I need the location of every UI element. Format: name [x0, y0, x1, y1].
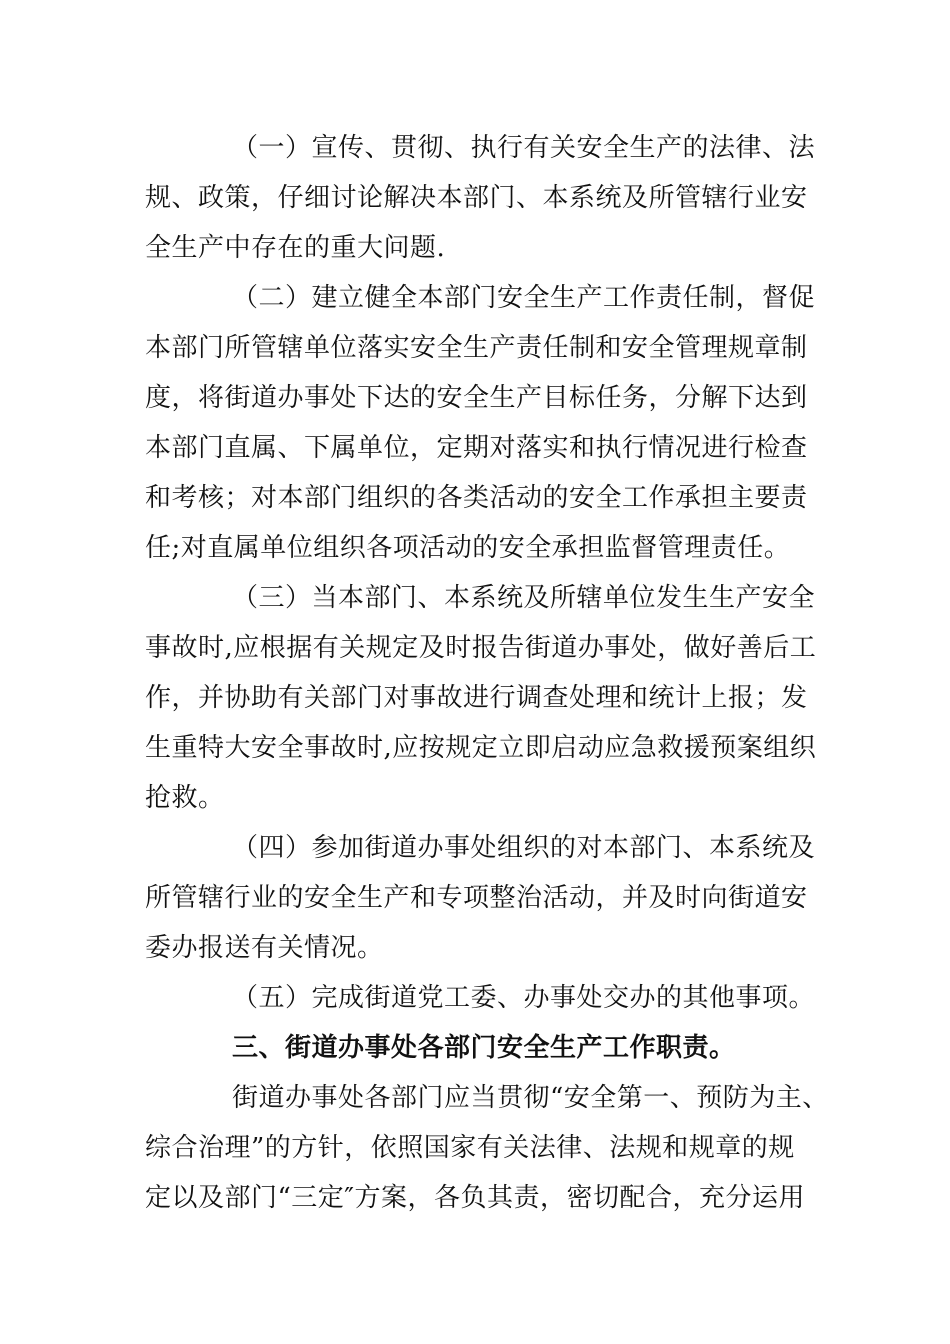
text-line: 和考核；对本部门组织的各类活动的安全工作承担主要责 — [145, 483, 808, 513]
text-line: 委办报送有关情况。 — [145, 933, 384, 963]
text-line: 度，将街道办事处下达的安全生产目标任务，分解下达到 — [145, 383, 808, 413]
text-line: 事故时,应根据有关规定及时报告街道办事处，做好善后工 — [145, 633, 817, 663]
text-line: 综合治理”的方针，依照国家有关法律、法规和规章的规 — [145, 1133, 795, 1163]
text-line: 定以及部门“三定″方案，各负其责，密切配合，充分运用 — [145, 1183, 806, 1213]
text-line: （三）当本部门、本系统及所辖单位发生生产安全 — [232, 583, 816, 613]
text-line: 抢救。 — [145, 783, 225, 813]
text-line: 任;对直属单位组织各项活动的安全承担监督管理责任。 — [145, 533, 791, 563]
text-line: 本部门直属、下属单位，定期对落实和执行情况进行检查 — [145, 433, 808, 463]
text-line: 所管辖行业的安全生产和专项整治活动，并及时向街道安 — [145, 883, 808, 913]
text-line: 作，并协助有关部门对事故进行调查处理和统计上报；发 — [145, 683, 808, 713]
text-line: （四）参加街道办事处组织的对本部门、本系统及 — [232, 833, 816, 863]
text-line: 本部门所管辖单位落实安全生产责任制和安全管理规章制 — [145, 333, 808, 363]
text-line: （五）完成街道党工委、办事处交办的其他事项。 — [232, 983, 816, 1013]
text-line: （一）宣传、贯彻、执行有关安全生产的法律、法 — [232, 133, 816, 163]
section-heading: 三、街道办事处各部门安全生产工作职责。 — [232, 1033, 736, 1063]
text-line: 全生产中存在的重大问题. — [145, 233, 446, 263]
text-line: （二）建立健全本部门安全生产工作责任制，督促 — [232, 283, 816, 313]
text-line: 规、政策，仔细讨论解决本部门、本系统及所管辖行业安 — [145, 183, 808, 213]
text-line: 街道办事处各部门应当贯彻“安全第一、预防为主、 — [232, 1083, 829, 1113]
text-line: 生重特大安全事故时,应按规定立即启动应急救援预案组织 — [145, 733, 817, 763]
